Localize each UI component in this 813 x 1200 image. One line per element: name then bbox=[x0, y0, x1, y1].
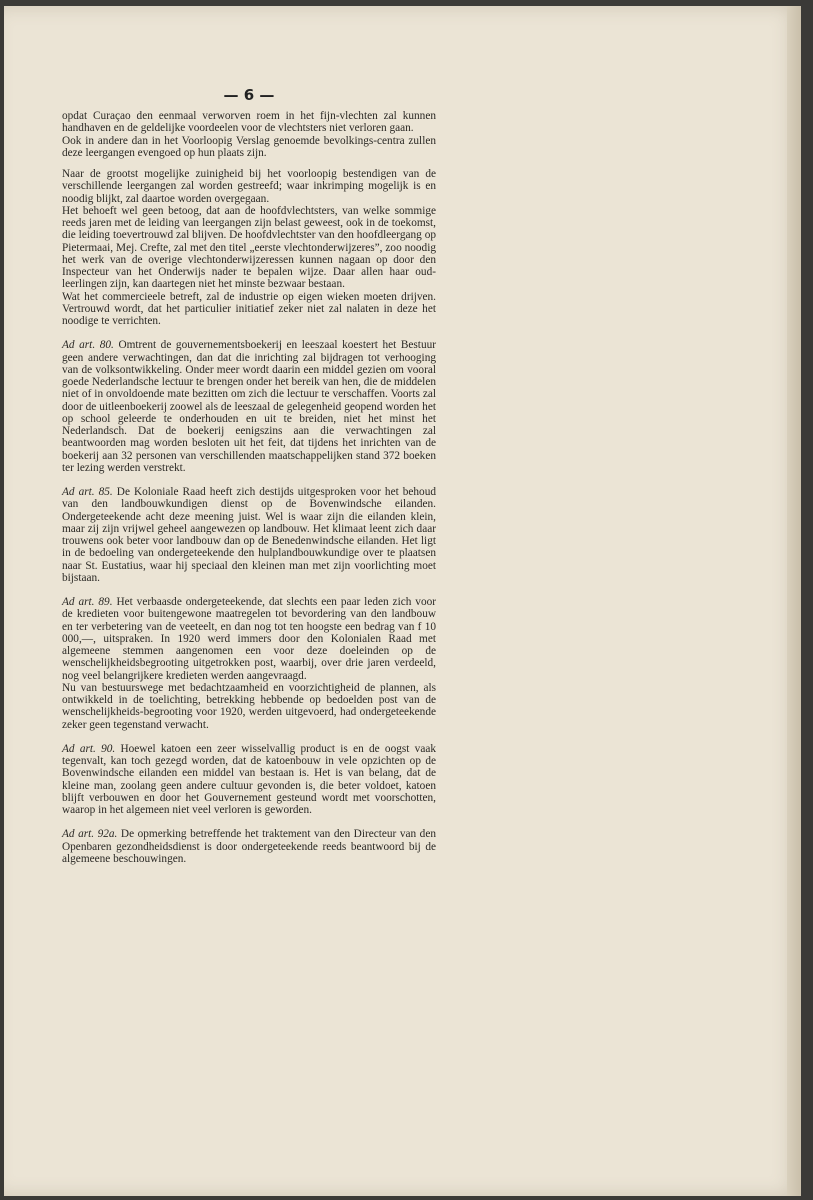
paragraph-3: Naar de grootst mogelijke zuinigheid bij het voorloopig bestendigen van de verschillende leergangen zal worden gestreefd; waar inkrimping mogelijk is en noodig blijkt, zal daartoe worden overgegaan. bbox=[62, 168, 436, 205]
page-number: — 6 — bbox=[223, 86, 275, 104]
paragraph-art-80: Ad art. 80. Omtrent de gouvernementsboekerij en leeszaal koestert het Bestuur geen andere verwachtingen, dan dat die inrichting zal bijdragen tot verhooging van de volksontwikkeling. Onder meer wordt daarin een middel gezien om vooral goede Nederlandsche lectuur te brengen onder het bereik van hen, die de middelen niet of in onvoldoende mate bezitten om zich die lectuur te verschaffen. Voorts zal door de uitleenboekerij zoowel als de leeszaal de gelegenheid geopend worden het op school geleerde te onderhouden en uit te breiden, niet het minst het Nederlandsch. Dat de boekerij eenigszins aan die verwachtingen zal beantwoorden mag worden besloten uit het feit, dat tijdens het inrichten van de boekerij aan 32 personen van verschillenden maatschappelijken stand 372 boeken ter lezing werden verstrekt. bbox=[62, 339, 436, 474]
article-reference: Ad art. 92a. bbox=[62, 828, 118, 841]
paragraph-2: Ook in andere dan in het Voorloopig Verslag genoemde bevolkings-centra zullen deze leergangen evengoed op hun plaats zijn. bbox=[62, 134, 436, 159]
article-reference: Ad art. 90. bbox=[62, 742, 116, 755]
paragraph-art-89-cont: Nu van bestuurswege met bedachtzaamheid en voorzichtigheid de plannen, als ontwikkeld in de toelichting, betrekking hebbende op bedoelden post van de wenschelijkheids-begrooting voor 1920, werden uitgevoerd, had ondergeteekende zeker geen tegenstand verwacht. bbox=[62, 681, 436, 731]
article-reference: Ad art. 80. bbox=[62, 339, 114, 352]
article-reference: Ad art. 85. bbox=[62, 486, 113, 498]
document-page bbox=[4, 6, 801, 1196]
paragraph-art-92a: Ad art. 92a. De opmerking betreffende het traktement van den Directeur van den Openbaren gezondheidsdienst is door ondergeteekende reeds beantwoord bij de algemeene beschouwingen. bbox=[62, 828, 436, 865]
paragraph-4: Het behoeft wel geen betoog, dat aan de hoofdvlechtsters, van welke sommige reeds jaren met de leiding van leergangen zijn belast geweest, ook in de toekomst, die leiding toevertrouwd zal blijven. De hoofdvlechtster van den hoofdleergang op Pietermaai, Mej. Crefte, zal met den titel „eerste vlechtonderwijzeres”, zoo noodig het werk van de overige vlechtonderwijzeressen kunnen nagaan op door den Inspecteur van het Onderwijs nader te bepalen wijze. Daar allen haar oud-leerlingen zijn, kan daartegen niet het minste bezwaar bestaan. bbox=[62, 204, 436, 291]
article-reference: Ad art. 89. bbox=[62, 596, 113, 608]
paragraph-art-90: Ad art. 90. Hoewel katoen een zeer wisselvallig product is en de oogst vaak tegenvalt, kan toch gezegd worden, dat de katoenbouw in vele opzichten op de Bovenwindsche eilanden een middel van bestaan is. Het is van belang, dat de kleine man, zoolang geen andere cultuur gevonden is, die beter voldoet, katoen blijft verbouwen en door het Gouvernement gesteund wordt met voorschotten, waarop in het algemeen niet veel verloren is geworden. bbox=[62, 742, 436, 816]
paragraph-1: opdat Curaçao den eenmaal verworven roem in het fijn-vlechten zal kunnen handhaven en de geldelijke voordeelen voor de vlechtsters niet verloren gaan. bbox=[62, 110, 436, 135]
page-edge bbox=[787, 6, 801, 1196]
paragraph-5: Wat het commercieele betreft, zal de industrie op eigen wieken moeten drijven. Vertrouwd wordt, dat het particulier initiatief zeker niet zal nalaten in deze het noodige te verrichten. bbox=[62, 290, 436, 327]
body-text bbox=[62, 110, 436, 865]
paragraph-art-89: Ad art. 89. Het verbaasde ondergeteekende, dat slechts een paar leden zich voor de kredieten voor buitengewone maatregelen tot bevordering van den landbouw en ter verbetering van de veeteelt, en dan nog tot ten hoogste een bedrag van f 10 000,—, uitspraken. In 1920 werd immers door den Kolonialen Raad met algemeene stemmen aangenomen een voor deze doeleinden op de wenschelijkheidsbegrooting uitgetrokken post, waarbij, over drie jaren verdeeld, nog veel belangrijkere kredieten werden aangevraagd. bbox=[62, 596, 437, 682]
paragraph-art-85: Ad art. 85. De Koloniale Raad heeft zich destijds uitgesproken voor het behoud van den landbouwkundigen dienst op de Bovenwindsche eilanden. Ondergeteekende acht deze meening juist. Wel is waar zijn die eilanden klein, maar zij zijn vrijwel geheel aangewezen op landbouw. Het klimaat leent zich daar trouwens ook beter voor landbouw dan op de Benedenwindsche eilanden. Het ligt in de bedoeling van ondergeteekende den hulplandbouwkundige over te plaatsen naar St. Eustatius, waar hij speciaal den kleinen man met zijn voorlichting moet bijstaan. bbox=[62, 486, 437, 584]
